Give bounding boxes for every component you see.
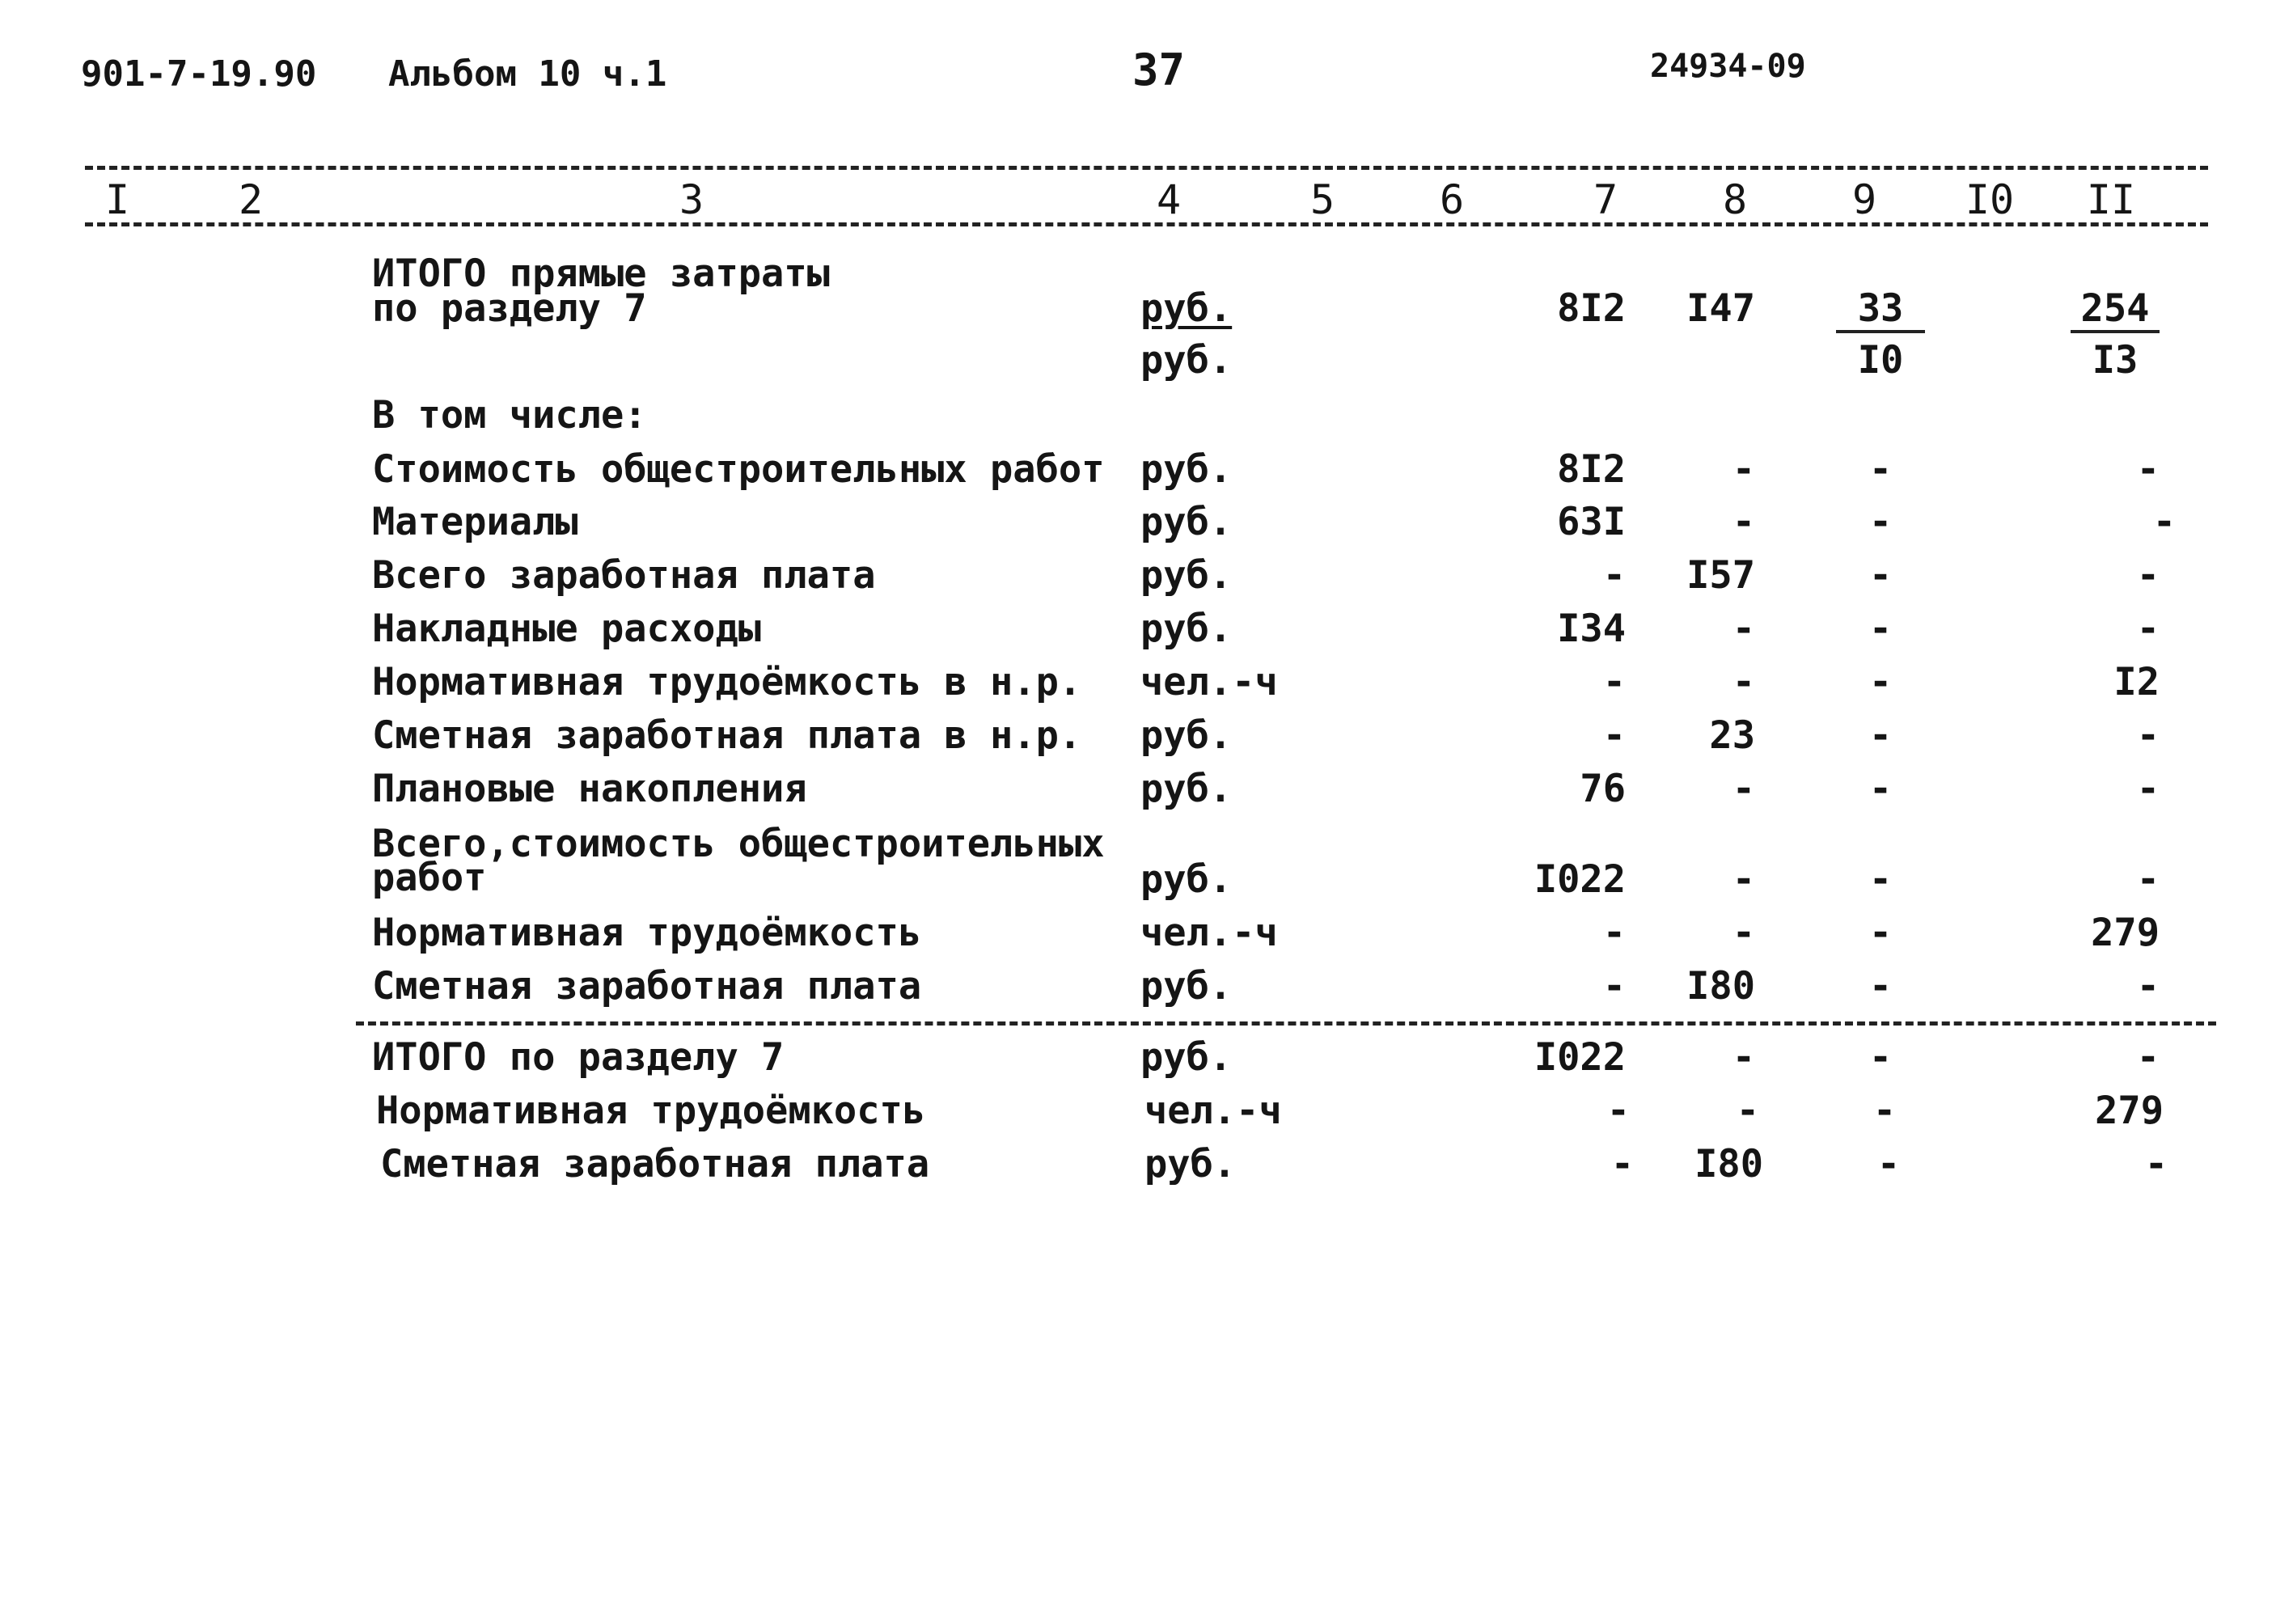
col9-value: - <box>1868 500 1893 544</box>
col7-value: - <box>1610 1142 1634 1186</box>
col7-value: 8I2 <box>1557 286 1626 331</box>
col9-value: - <box>1868 1035 1893 1080</box>
col11-value: - <box>2136 1035 2160 1080</box>
col9-value: - <box>1868 660 1893 704</box>
column-number: 4 <box>1156 176 1182 223</box>
col7-value: 63I <box>1557 500 1626 544</box>
column-number: II <box>2086 176 2136 223</box>
column-header-top-rule <box>85 166 2208 170</box>
row-label: ИТОГО по разделу 7 <box>372 1035 785 1080</box>
column-number: 3 <box>679 176 704 223</box>
col11-value: 279 <box>2091 911 2160 955</box>
row-label: Всего заработная плата <box>372 553 876 598</box>
col8-value: - <box>1732 660 1755 704</box>
col9-denominator: I0 <box>1857 338 1904 383</box>
col11-value: I2 <box>2113 660 2160 704</box>
col8-value: - <box>1732 1035 1755 1080</box>
col9-value: - <box>1872 1089 1897 1133</box>
col7-value: - <box>1602 713 1626 758</box>
col8-value: - <box>1732 767 1755 811</box>
page-number: 37 <box>1132 44 1186 95</box>
row-unit: руб. <box>1140 1035 1233 1080</box>
col8-value: 23 <box>1709 713 1755 758</box>
row-label: Накладные расходы <box>372 607 762 651</box>
album-label: Альбом 10 ч.1 <box>388 53 667 95</box>
fraction-bar <box>1836 330 1925 333</box>
col11-value: - <box>2136 553 2160 598</box>
column-number: 5 <box>1309 176 1335 223</box>
col7-value: 76 <box>1580 767 1626 811</box>
row-label: Всего,стоимость общестроительных <box>372 822 1105 866</box>
col11-value: - <box>2136 607 2160 651</box>
col8-value: I80 <box>1694 1142 1763 1186</box>
row-unit: чел.-ч <box>1140 911 1278 955</box>
col9-numerator: 33 <box>1857 286 1904 331</box>
row-unit: руб. <box>1140 500 1233 544</box>
col7-value: 8I2 <box>1557 447 1626 492</box>
row-unit: руб. <box>1140 553 1233 598</box>
row-unit: руб. <box>1140 857 1233 902</box>
col7-value: I022 <box>1534 857 1626 902</box>
col7-value: - <box>1602 660 1626 704</box>
col8-value: - <box>1732 447 1755 492</box>
col11-numerator: 254 <box>2080 286 2150 331</box>
row-label: по разделу 7 <box>372 286 647 331</box>
col11-value: - <box>2136 857 2160 902</box>
column-number: I0 <box>1965 176 2015 223</box>
col7-value: I022 <box>1534 1035 1626 1080</box>
row-unit: чел.-ч <box>1144 1089 1282 1133</box>
column-number: 7 <box>1593 176 1618 223</box>
row-label: Плановые накопления <box>372 767 807 811</box>
unit-top: руб. <box>1140 286 1233 331</box>
col9-value: - <box>1868 447 1893 492</box>
row-label: Нормативная трудоёмкость <box>372 911 922 955</box>
col8-value: - <box>1732 500 1755 544</box>
column-number: I <box>104 176 130 223</box>
row-unit: руб. <box>1140 964 1233 1009</box>
row-unit: чел.-ч <box>1140 660 1278 704</box>
col8-value: I47 <box>1686 286 1755 331</box>
col11-value: - <box>2152 500 2176 544</box>
including-label: В том числе: <box>372 393 647 438</box>
col8-value: I80 <box>1686 964 1755 1009</box>
col7-value: - <box>1606 1089 1630 1133</box>
col9-value: - <box>1876 1142 1901 1186</box>
row-unit: руб. <box>1140 447 1233 492</box>
row-unit: руб. <box>1140 607 1233 651</box>
col7-value: - <box>1602 911 1626 955</box>
col11-value: - <box>2136 767 2160 811</box>
row-label: Нормативная трудоёмкость <box>376 1089 926 1133</box>
registration-number: 24934-09 <box>1650 48 1806 85</box>
fraction-bar <box>2071 330 2160 333</box>
col11-denominator: I3 <box>2092 338 2139 383</box>
col11-value: - <box>2136 964 2160 1009</box>
row-label: Стоимость общестроительных работ <box>372 447 1105 492</box>
col9-value: - <box>1868 857 1893 902</box>
row-label: Нормативная трудоёмкость в н.р. <box>372 660 1082 704</box>
row-unit: руб. <box>1140 713 1233 758</box>
col8-value: - <box>1732 857 1755 902</box>
column-number: 9 <box>1851 176 1877 223</box>
col11-value: - <box>2144 1142 2168 1186</box>
row-unit: руб. <box>1144 1142 1237 1186</box>
col7-value: - <box>1602 553 1626 598</box>
col9-value: - <box>1868 767 1893 811</box>
col9-value: - <box>1868 964 1893 1009</box>
col9-value: - <box>1868 713 1893 758</box>
row-label: ИТОГО прямые затраты <box>372 252 830 296</box>
col8-value: I57 <box>1686 553 1755 598</box>
section-separator <box>356 1021 2216 1026</box>
col11-value: - <box>2136 713 2160 758</box>
column-number: 6 <box>1439 176 1465 223</box>
col7-value: I34 <box>1557 607 1626 651</box>
document-code: 901-7-19.90 <box>81 53 317 95</box>
col9-value: - <box>1868 607 1893 651</box>
row-label: Сметная заработная плата <box>372 964 922 1009</box>
col8-value: - <box>1732 607 1755 651</box>
col8-value: - <box>1732 911 1755 955</box>
col9-value: - <box>1868 553 1893 598</box>
col9-value: - <box>1868 911 1893 955</box>
row-label: Материалы <box>372 500 578 544</box>
row-label: Сметная заработная плата в н.р. <box>372 713 1082 758</box>
col11-value: - <box>2136 447 2160 492</box>
column-header-bottom-rule <box>85 222 2208 226</box>
col8-value: - <box>1736 1089 1759 1133</box>
row-label: Сметная заработная плата <box>380 1142 930 1186</box>
column-number: 8 <box>1722 176 1748 223</box>
col7-value: - <box>1602 964 1626 1009</box>
col11-value: 279 <box>2095 1089 2164 1133</box>
row-unit: руб. <box>1140 767 1233 811</box>
unit-bottom: руб. <box>1140 338 1233 383</box>
column-number: 2 <box>238 176 264 223</box>
row-label: работ <box>372 856 487 900</box>
